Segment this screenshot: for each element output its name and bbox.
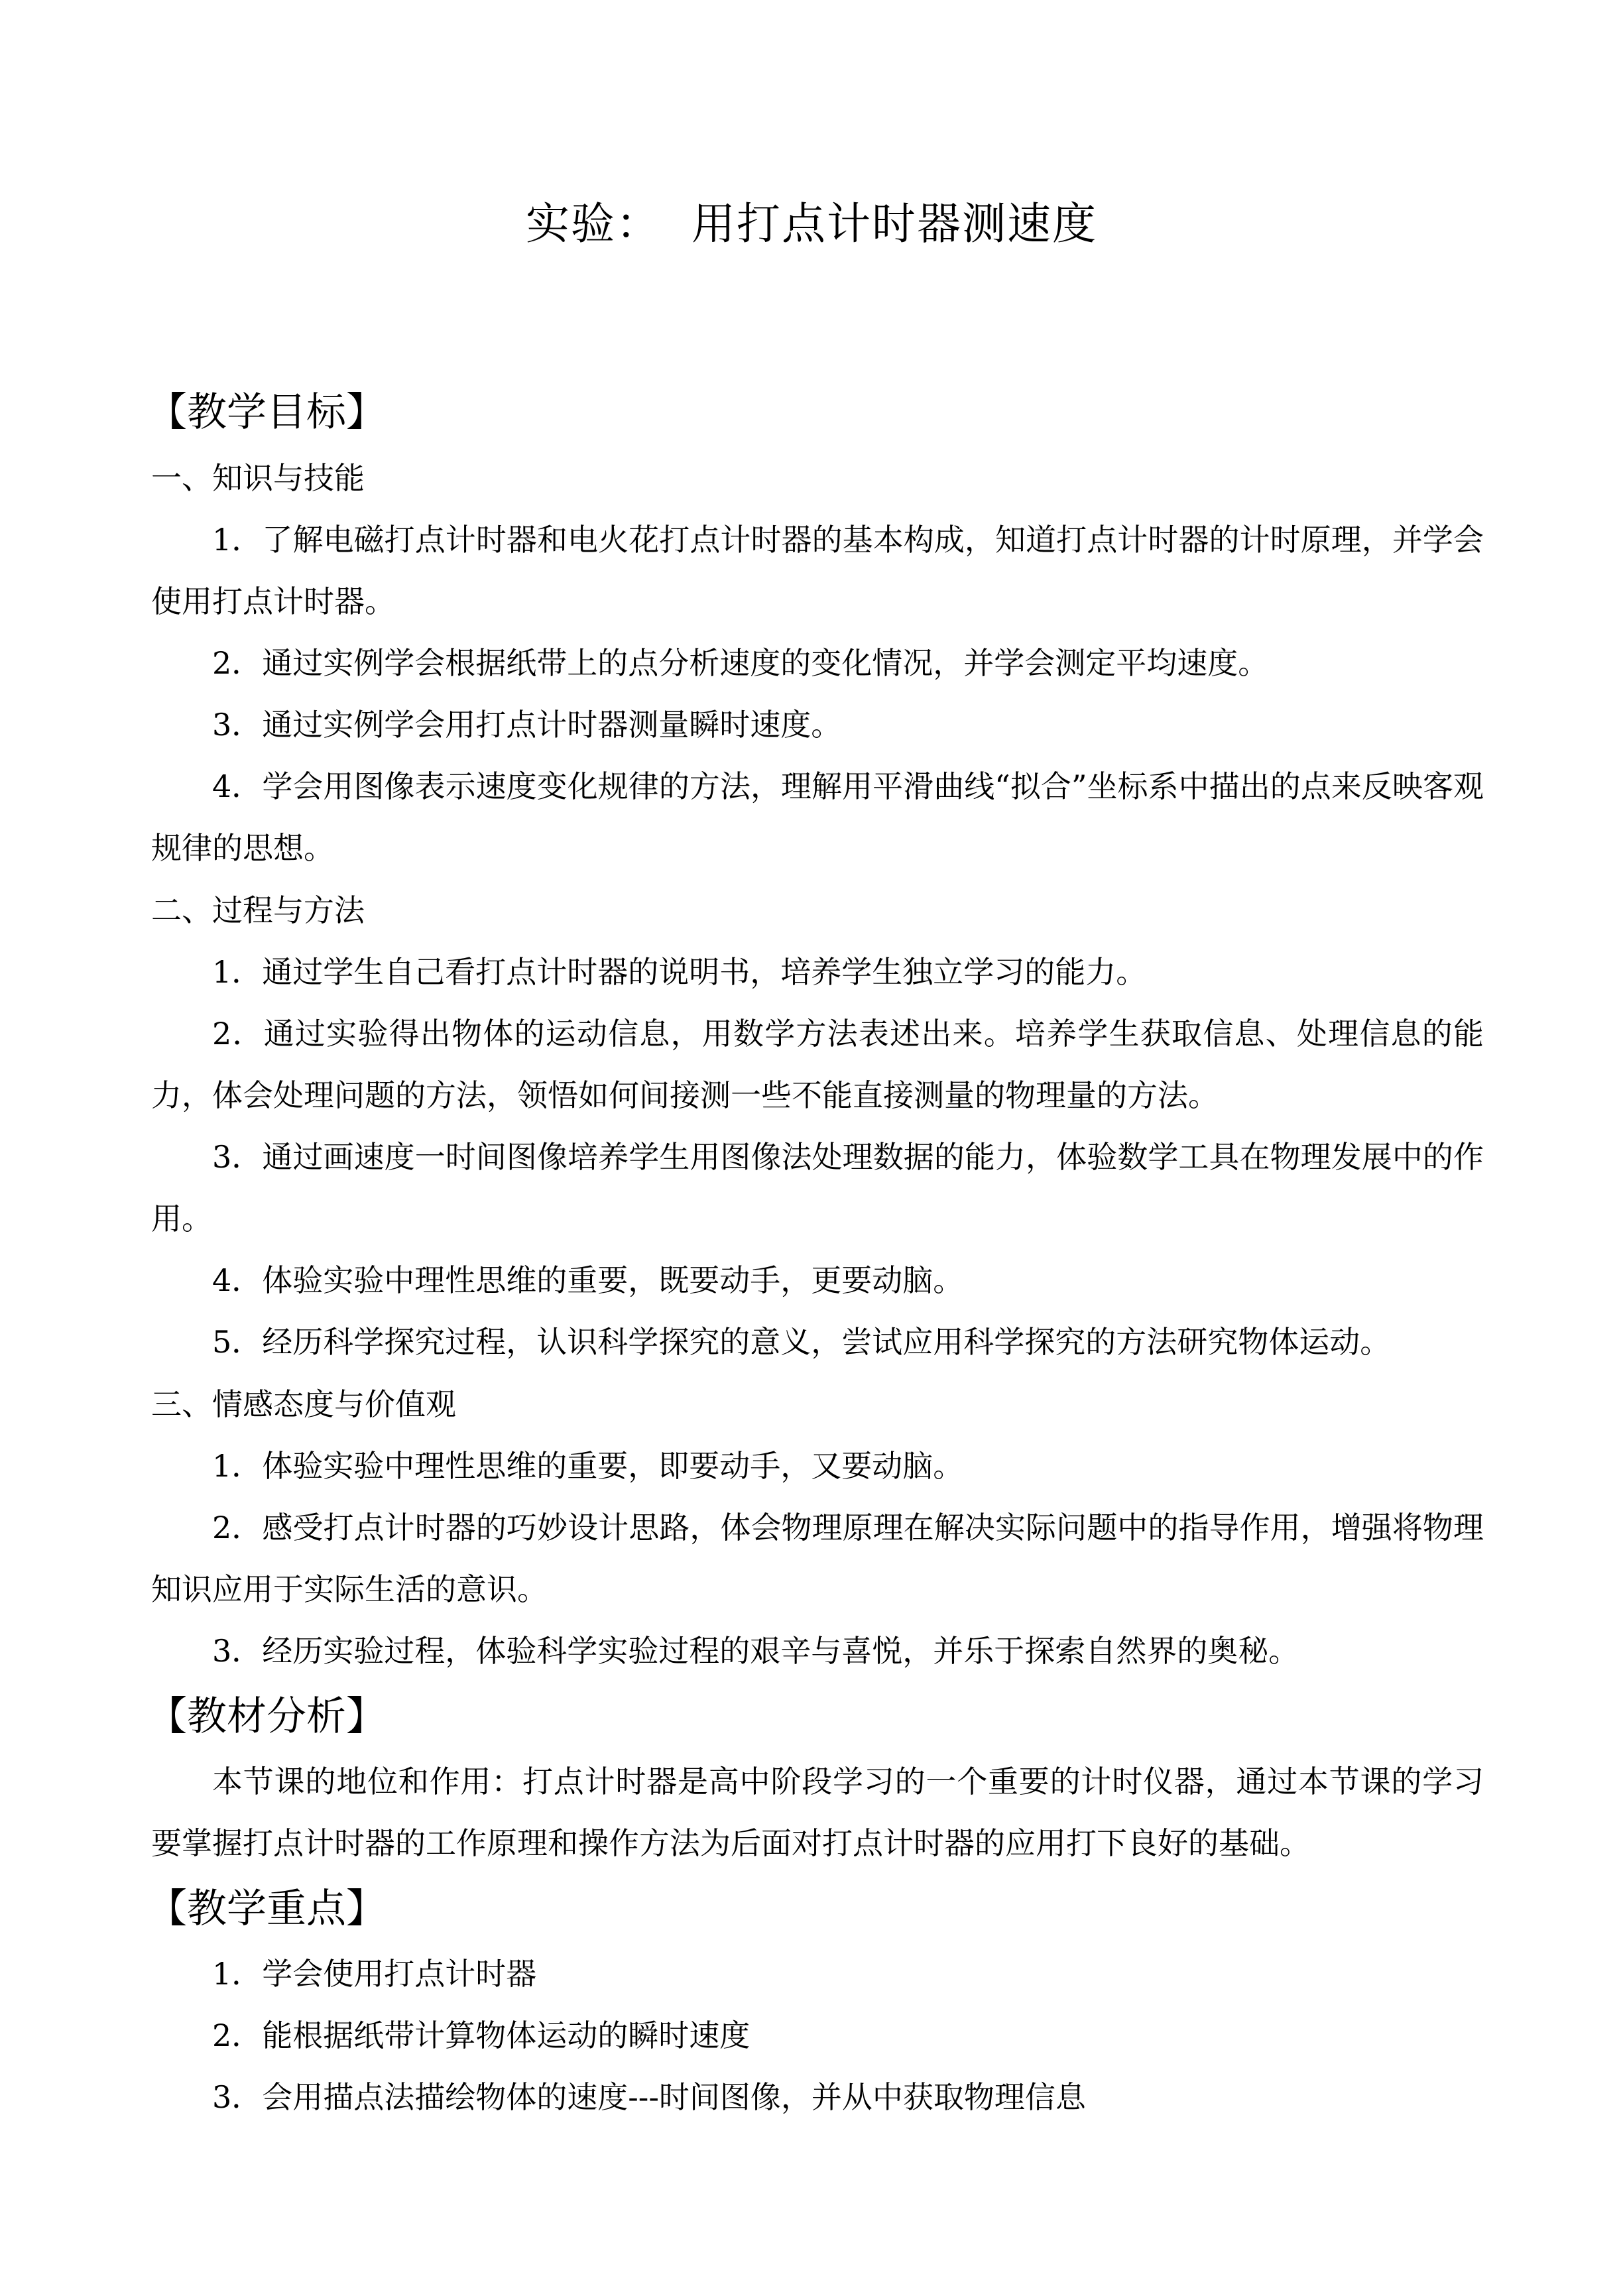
process-item-1: 1．通过学生自己看打点计时器的说明书，培养学生独立学习的能力。: [212, 954, 1147, 990]
section-heading-key-points: 【教学重点】: [147, 1886, 386, 1932]
analysis-text: 本节课的地位和作用：打点计时器是高中阶段学习的一个重要的计时仪器，通过本节课的学习要掌握打点计时器的工作原理和操作方法为后面对打点计时器的应用打下良好的基础。: [151, 1764, 1484, 1861]
section-heading-analysis: 【教材分析】: [147, 1693, 386, 1740]
key-point-item-2: 2．能根据纸带计算物体运动的瞬时速度: [212, 2018, 751, 2053]
process-item-2: 2．通过实验得出物体的运动信息，用数学方法表述出来。培养学生获取信息、处理信息的能力，体会处理问题的方法，领悟如何间接测一些不能直接测量的物理量的方法。: [151, 1016, 1484, 1113]
process-item-4: 4．体验实验中理性思维的重要，既要动手，更要动脑。: [212, 1262, 964, 1298]
document-body: [147, 378, 1484, 2128]
attitude-item-2: 2．感受打点计时器的巧妙设计思路，体会物理原理在解决实际问题中的指导作用，增强将物理知识应用于实际生活的意识。: [151, 1510, 1484, 1607]
section-heading-objectives: 【教学目标】: [147, 389, 386, 436]
knowledge-item-3: 3．通过实例学会用打点计时器测量瞬时速度。: [212, 707, 842, 743]
document-title: 实验： 用打点计时器测速度: [526, 198, 1097, 249]
knowledge-item-4: 4．学会用图像表示速度变化规律的方法，理解用平滑曲线“拟合”坐标系中描出的点来反映客观规律的思想。: [151, 768, 1484, 866]
attitude-item-3: 3．经历实验过程，体验科学实验过程的艰辛与喜悦，并乐于探索自然界的奥秘。: [212, 1633, 1299, 1669]
subheading-process-methods: 二、过程与方法: [151, 892, 365, 928]
process-item-5: 5．经历科学探究过程，认识科学探究的意义，尝试应用科学探究的方法研究物体运动。: [212, 1324, 1391, 1360]
subheading-knowledge-skills: 一、知识与技能: [151, 460, 365, 496]
subheading-attitude-values: 三、情感态度与价值观: [151, 1386, 456, 1422]
key-point-item-3: 3．会用描点法描绘物体的速度---时间图像，并从中获取物理信息: [212, 2079, 1086, 2115]
knowledge-item-2: 2．通过实例学会根据纸带上的点分析速度的变化情况，并学会测定平均速度。: [212, 645, 1269, 681]
process-item-3: 3．通过画速度一时间图像培养学生用图像法处理数据的能力，体验数学工具在物理发展中的作用。: [151, 1139, 1484, 1237]
key-point-item-1: 1．学会使用打点计时器: [212, 1956, 537, 1992]
knowledge-item-1: 1．了解电磁打点计时器和电火花打点计时器的基本构成，知道打点计时器的计时原理，并学会使用打点计时器。: [151, 522, 1484, 619]
attitude-item-1: 1．体验实验中理性思维的重要，即要动手，又要动脑。: [212, 1448, 964, 1484]
